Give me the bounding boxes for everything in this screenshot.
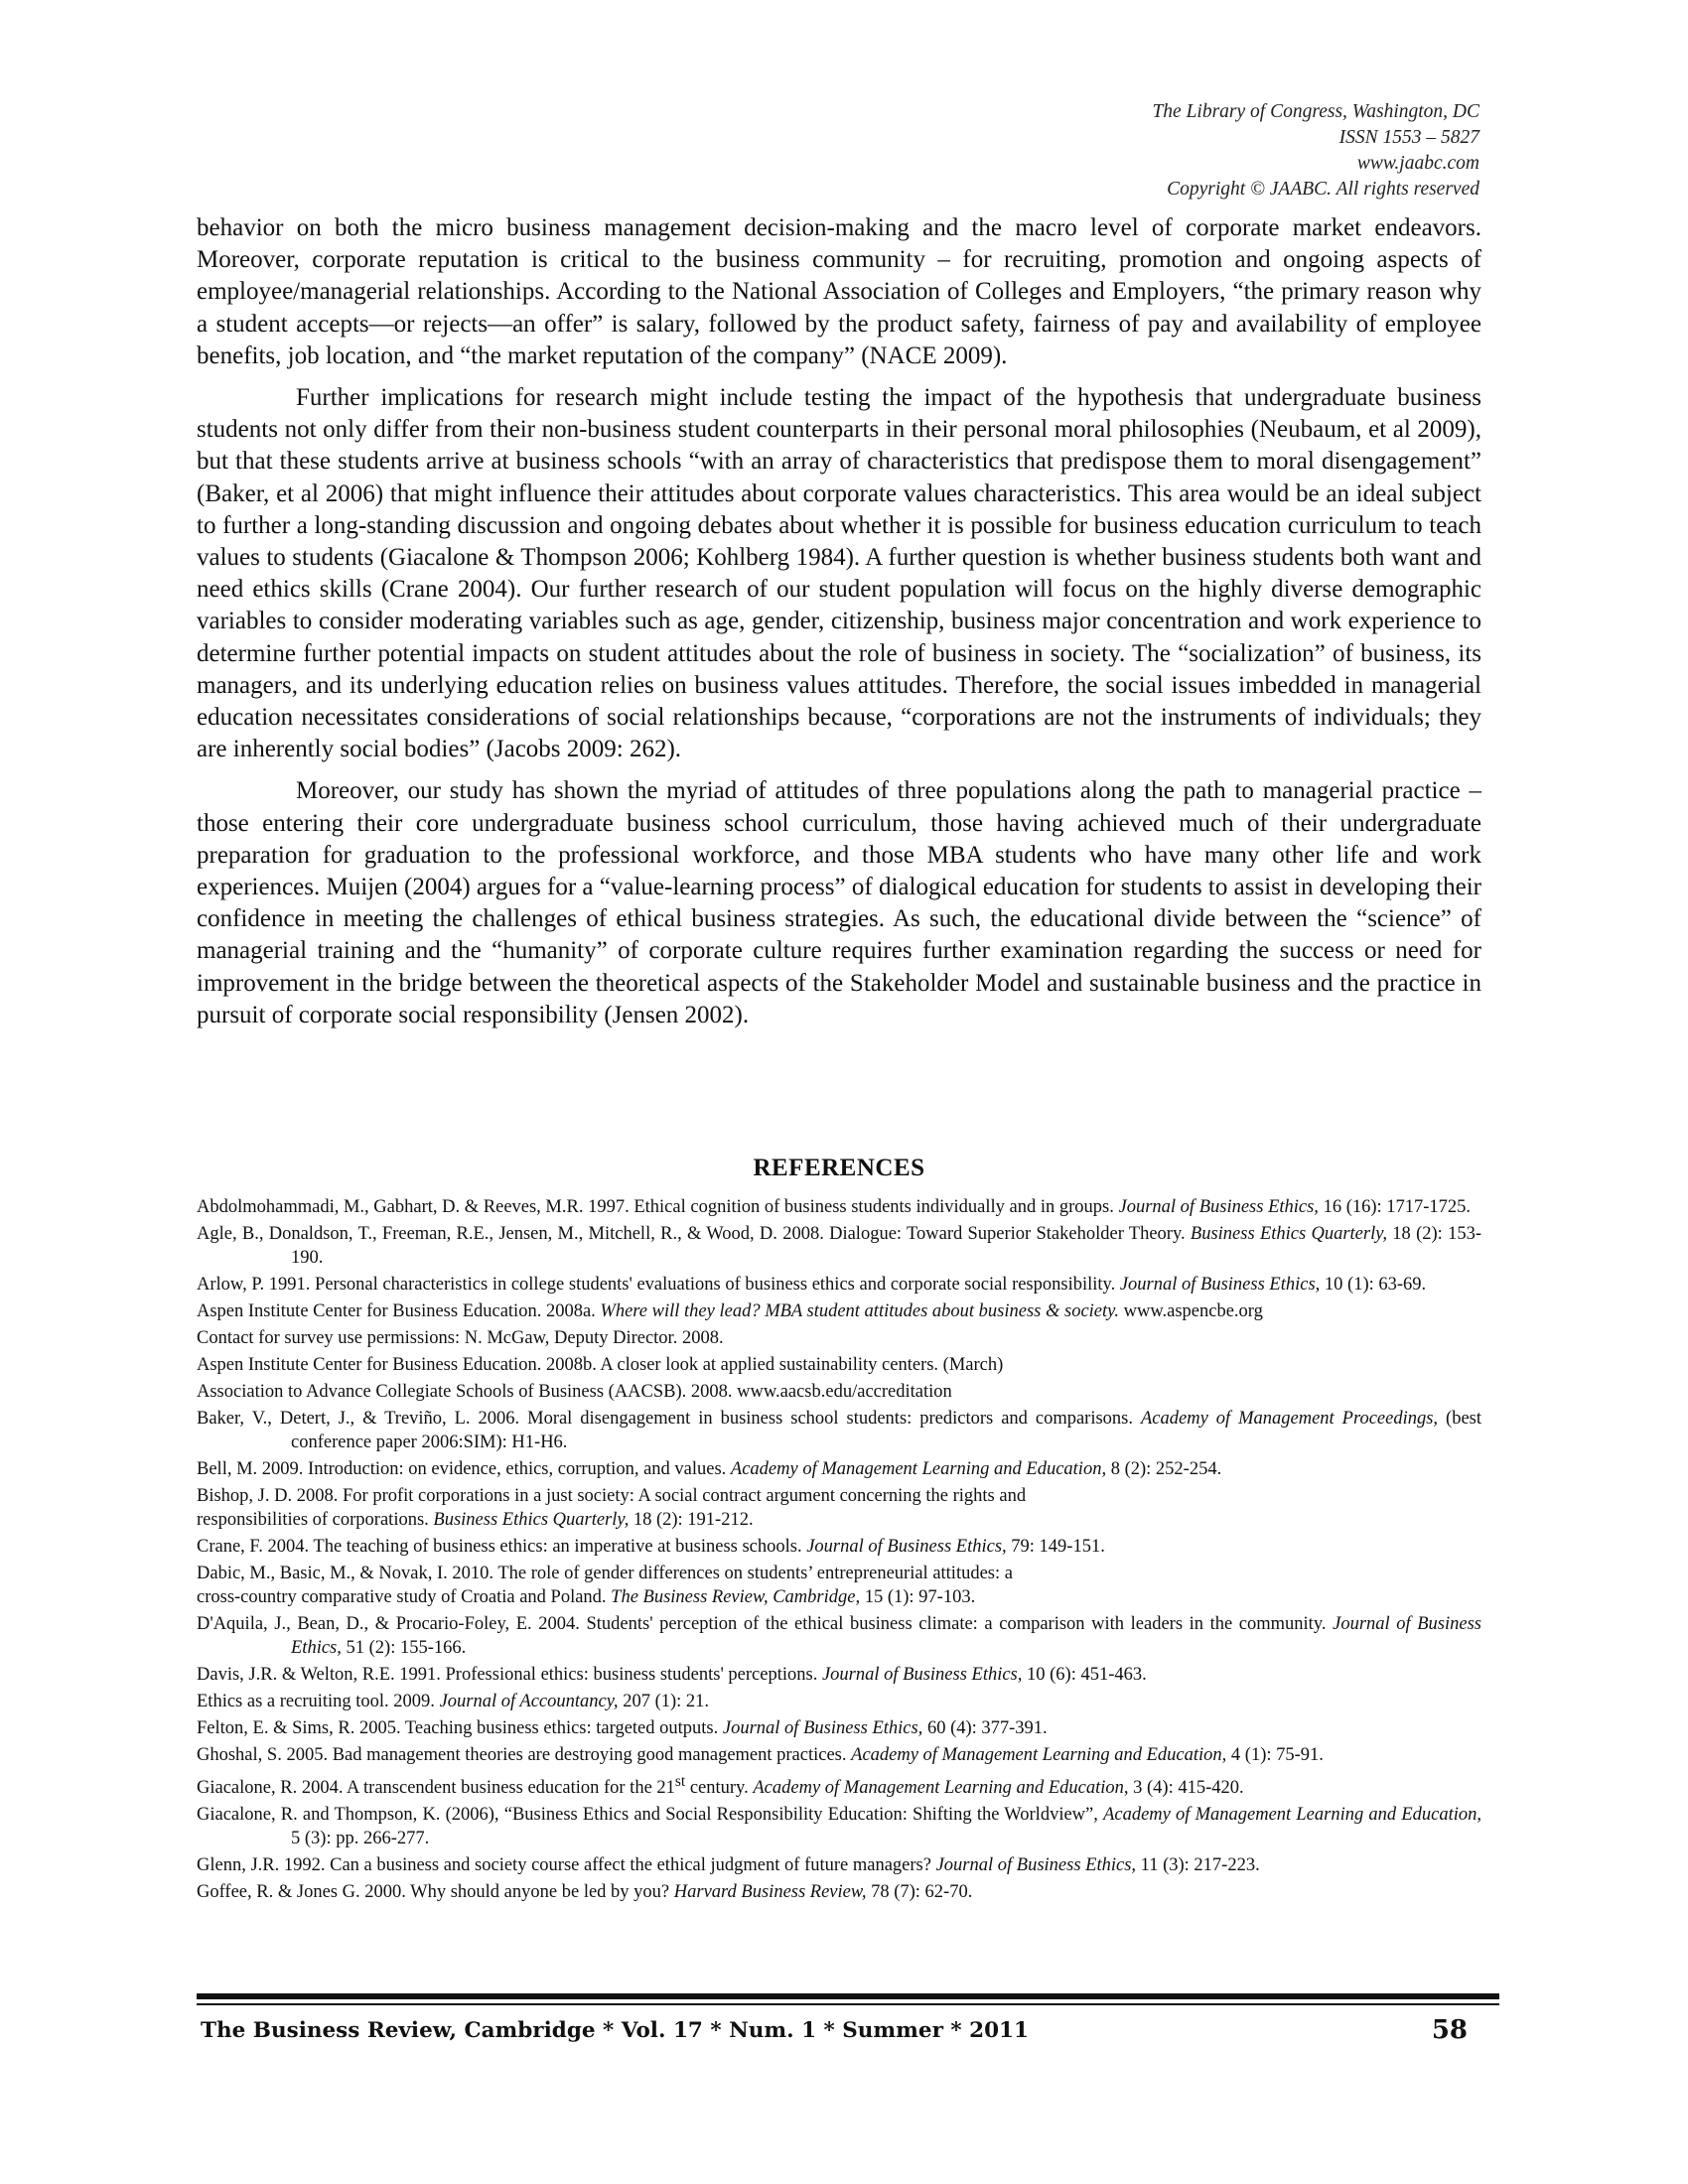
reference-item: Ethics as a recruiting tool. 2009. Journal of Accountancy, 207 (1): 21. [197,1691,710,1711]
body-text [197,212,1481,1031]
paragraph-1: behavior on both the micro business management decision-making and the macro level of corporate market endeavors. Moreover, corporate reputation is critical to the business community – for recruiting, promotion and ongoing aspects of employee/managerial relationships. According to the National Association of Colleges and Employers, “the primary reason why a student accepts—or rejects—an offer” is salary, followed by the product safety, fairness of pay and availability of employee benefits, job location, and “the market reputation of the company” (NACE 2009). [197,214,1481,369]
reference-item: Bishop, J. D. 2008. For profit corporations in a just society: A social contract argument concerning the rights and [197,1485,1027,1506]
reference-item: Davis, J.R. & Welton, R.E. 1991. Professional ethics: business students' perceptions. Journal of Business Ethics, 10 (6): 451-463. [197,1665,1147,1686]
reference-item: Arlow, P. 1991. Personal characteristics in college students' evaluations of business ethics and corporate social responsibility. Journal of Business Ethics, 10 (1): 63-69. [197,1275,1427,1296]
reference-item: Baker, V., Detert, J., & Treviño, L. 2006. Moral disengagement in business school students: predictors and comparisons. Academy of Management Proceedings, (best conference paper 2006:SIM): H1-H6. [197,1408,1481,1452]
reference-item: cross-country comparative study of Croatia and Poland. The Business Review, Cambridge, 15 (1): 97-103. [197,1586,976,1607]
footer-rule-thick [197,1993,1499,1999]
reference-item: Association to Advance Collegiate Schools of Business (AACSB). 2008. www.aacsb.edu/accreditation [197,1381,952,1402]
reference-item: Crane, F. 2004. The teaching of business ethics: an imperative at business schools. Journal of Business Ethics, 79: 149-151. [197,1536,1105,1557]
reference-item: Abdolmohammadi, M., Gabhart, D. & Reeves, M.R. 1997. Ethical cognition of business students individually and in groups. Journal of Business Ethics, 16 (16): 1717-1725. [197,1197,1472,1217]
reference-item: Felton, E. & Sims, R. 2005. Teaching business ethics: targeted outputs. Journal of Business Ethics, 60 (4): 377-391. [197,1717,1048,1738]
header-line-2: ISSN 1553 – 5827 [1338,127,1479,148]
reference-item: Agle, B., Donaldson, T., Freeman, R.E., Jensen, M., Mitchell, R., & Wood, D. 2008. Dialogue: Toward Superior Stakeholder Theory. Business Ethics Quarterly, 18 (2): 153-190. [197,1223,1481,1269]
reference-item: Bell, M. 2009. Introduction: on evidence, ethics, corruption, and values. Academy of Management Learning and Education, 8 (2): 252-254. [197,1458,1222,1479]
header-line-3: www.jaabc.com [1356,153,1479,174]
references-list [197,1195,1481,1907]
references-heading: REFERENCES [753,1155,925,1181]
reference-item: Aspen Institute Center for Business Education. 2008b. A closer look at applied sustainability centers. (March) [197,1354,1004,1375]
reference-item: Giacalone, R. 2004. A transcendent business education for the 21st century. Academy of Management Learning and Education, 3 (4): 415-420. [197,1772,1244,1798]
page-number: 58 [1431,2015,1468,2045]
reference-item: D'Aquila, J., Bean, D., & Procario-Foley, E. 2004. Students' perception of the ethical business climate: a comparison with leaders in the community. Journal of Business Ethics, 51 (2): 155-166. [197,1613,1481,1659]
header-line-4: Copyright © JAABC. All rights reserved [1167,179,1479,200]
paragraph-3: Moreover, our study has shown the myriad of attitudes of three populations along the path to managerial practice – those entering their core undergraduate business school curriculum, those having achieved much of their undergraduate preparation for graduation to the professional workforce, and those MBA students who have many other life and work experiences. Muijen (2004) argues for a “value-learning process” of dialogical education for students to assist in developing their confidence in meeting the challenges of ethical business strategies. As such, the educational divide between the “science” of managerial training and the “humanity” of corporate culture requires further examination regarding the success or need for improvement in the bridge between the theoretical aspects of the Stakeholder Model and sustainable business and the practice in pursuit of corporate social responsibility (Jensen 2002). [197,777,1481,1028]
footer-journal-citation: The Business Review, Cambridge * Vol. 17 * Num. 1 * Summer * 2011 [201,2018,1029,2043]
running-header [1152,99,1479,203]
reference-item: Dabic, M., Basic, M., & Novak, I. 2010. The role of gender differences on students’ entrepreneurial attitudes: a [197,1563,1013,1583]
footer-rule-thin [197,2003,1499,2005]
header-line-1: The Library of Congress, Washington, DC [1152,101,1479,122]
reference-item: Aspen Institute Center for Business Education. 2008a. Where will they lead? MBA student attitudes about business & society. www.aspencbe.org [197,1300,1263,1321]
paragraph-2: Further implications for research might include testing the impact of the hypothesis that undergraduate business students not only differ from their non-business student counterparts in their personal moral philosophies (Neubaum, et al 2009), but that these students arrive at business schools “with an array of characteristics that predispose them to moral disengagement” (Baker, et al 2006) that might influence their attitudes about corporate values characteristics. This area would be an ideal subject to further a long-standing discussion and ongoing debates about whether it is possible for business education curriculum to teach values to students (Giacalone & Thompson 2006; Kohlberg 1984). A further question is whether business students both want and need ethics skills (Crane 2004). Our further research of our student population will focus on the highly diverse demographic variables to consider moderating variables such as age, gender, citizenship, business major concentration and work experience to determine further potential impacts on student attitudes about the role of business in society. The “socialization” of business, its managers, and its underlying education relies on business values attitudes. Therefore, the social issues imbedded in managerial education necessitates considerations of social relationships because, “corporations are not the instruments of individuals; they are inherently social bodies” (Jacobs 2009: 262). [197,384,1481,763]
reference-item: Ghoshal, S. 2005. Bad management theories are destroying good management practices. Academy of Management Learning and Education, 4 (1): 75-91. [197,1744,1324,1765]
reference-item: responsibilities of corporations. Business Ethics Quarterly, 18 (2): 191-212. [197,1509,754,1530]
reference-item: Glenn, J.R. 1992. Can a business and society course affect the ethical judgment of future managers? Journal of Business Ethics, 11 (3): 217-223. [197,1854,1260,1875]
reference-item: Giacalone, R. and Thompson, K. (2006), “Business Ethics and Social Responsibility Education: Shifting the Worldview”, Academy of Management Learning and Education, 5 (3): pp. 266-277. [197,1804,1481,1848]
reference-item: Contact for survey use permissions: N. McGaw, Deputy Director. 2008. [197,1327,724,1348]
reference-item: Goffee, R. & Jones G. 2000. Why should anyone be led by you? Harvard Business Review, 78 (7): 62-70. [197,1881,973,1902]
